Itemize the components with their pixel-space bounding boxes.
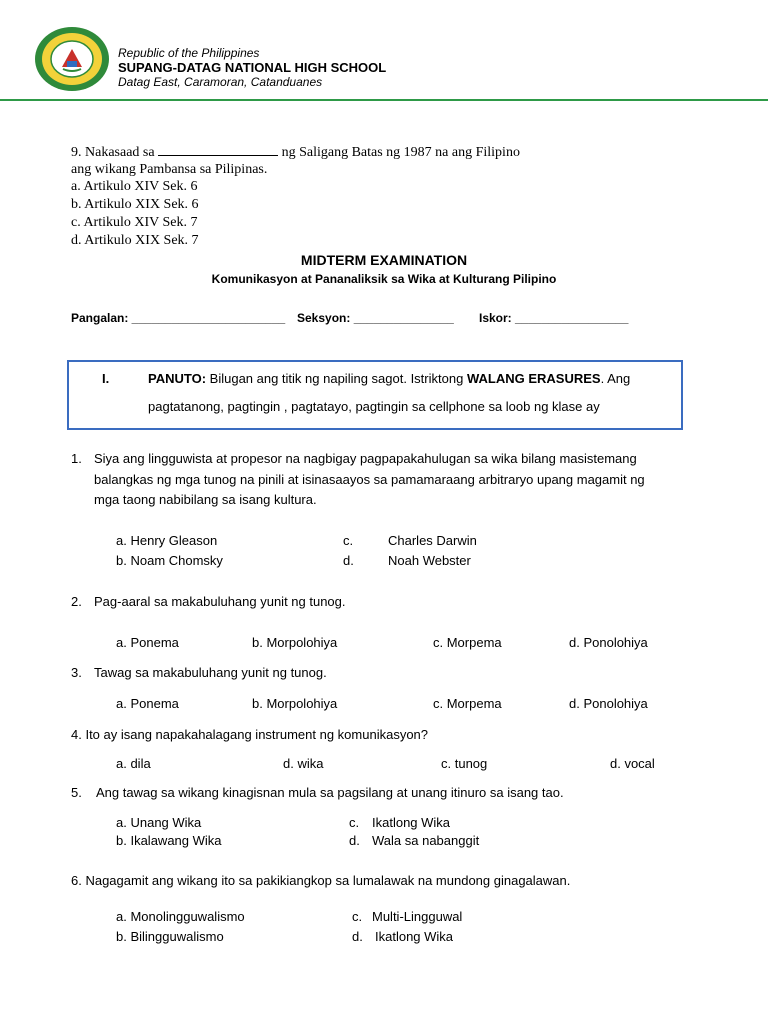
instructions-box bbox=[67, 360, 683, 430]
exam-title: MIDTERM EXAMINATION bbox=[300, 252, 468, 268]
q9-line2: ang wikang Pambansa sa Pilipinas. bbox=[71, 162, 268, 177]
q9-answer-blank[interactable] bbox=[158, 144, 278, 156]
section-field[interactable]: Seksyon: _______________ bbox=[297, 311, 454, 325]
q9-prefix: 9. Nakasaad sa bbox=[71, 145, 155, 160]
q5-number: 5. bbox=[71, 785, 82, 800]
exam-subtitle: Komunikasyon at Pananaliksik sa Wika at Kulturang Pilipino bbox=[211, 272, 557, 286]
q3-option-a[interactable]: a. Ponema bbox=[116, 696, 179, 711]
q4-option-c[interactable]: c. tunog bbox=[441, 756, 488, 771]
instructions-line1 bbox=[148, 371, 630, 386]
name-field[interactable]: Pangalan: _______________________ bbox=[71, 311, 286, 325]
q3-option-b[interactable]: b. Morpolohiya bbox=[252, 696, 338, 711]
q4-text: 4. Ito ay isang napakahalagang instrument ng komunikasyon? bbox=[71, 727, 429, 742]
q6-option-c-text[interactable]: Multi-Lingguwal bbox=[372, 909, 463, 924]
q3-number: 3. bbox=[71, 665, 82, 680]
q5-option-d-letter[interactable]: d. bbox=[349, 833, 360, 848]
instructions-text1: Bilugan ang titik ng napiling sagot. Istriktong bbox=[209, 371, 464, 386]
q6-option-d-letter[interactable]: d. bbox=[352, 929, 363, 944]
q2-option-a[interactable]: a. Ponema bbox=[116, 635, 179, 650]
q1-number: 1. bbox=[71, 451, 82, 466]
q2-number: 2. bbox=[71, 594, 82, 609]
q4-option-d[interactable]: d. vocal bbox=[610, 756, 655, 771]
q5-text: Ang tawag sa wikang kinagisnan mula sa pagsilang at unang itinuro sa isang tao. bbox=[96, 785, 564, 800]
q2-option-d[interactable]: d. Ponolohiya bbox=[569, 635, 648, 650]
score-field[interactable]: Iskor: _________________ bbox=[479, 311, 629, 325]
q5-option-c-letter[interactable]: c. bbox=[349, 815, 360, 830]
q6-text: 6. Nagagamit ang wikang ito sa pakikiangkop sa lumalawak na mundong ginagalawan. bbox=[71, 873, 571, 888]
instructions-line2: pagtatanong, pagtingin , pagtatayo, pagtingin sa cellphone sa loob ng klase ay bbox=[148, 399, 600, 414]
q6-option-b[interactable]: b. Bilingguwalismo bbox=[116, 929, 224, 944]
school-seal-logo bbox=[33, 25, 111, 93]
q9-line1 bbox=[71, 144, 520, 161]
q1-option-a[interactable]: a. Henry Gleason bbox=[116, 533, 218, 548]
q2-option-c[interactable]: c. Morpema bbox=[433, 635, 502, 650]
q4-option-a[interactable]: a. dila bbox=[116, 756, 151, 771]
q1-option-d-letter[interactable]: d. bbox=[343, 553, 354, 568]
republic-label: Republic of the Philippines bbox=[118, 46, 260, 60]
q9-suffix: ng Saligang Batas ng 1987 na ang Filipino bbox=[281, 145, 520, 160]
q5-option-d-text[interactable]: Wala sa nabanggit bbox=[372, 833, 480, 848]
q6-option-a[interactable]: a. Monolingguwalismo bbox=[116, 909, 245, 924]
q9-option-d[interactable]: d. Artikulo XIX Sek. 7 bbox=[71, 233, 199, 248]
q3-text: Tawag sa makabuluhang yunit ng tunog. bbox=[94, 665, 327, 680]
q1-text-line1: Siya ang lingguwista at propesor na nagbigay pagpapakahulugan sa wika bilang masistemang bbox=[94, 451, 637, 466]
q5-option-c-text[interactable]: Ikatlong Wika bbox=[372, 815, 451, 830]
q5-option-b[interactable]: b. Ikalawang Wika bbox=[116, 833, 222, 848]
q5-option-a[interactable]: a. Unang Wika bbox=[116, 815, 202, 830]
q9-option-c[interactable]: c. Artikulo XIV Sek. 7 bbox=[71, 215, 198, 230]
q1-text-line2: balangkas ng mga tunog na pinili at isinasaayos sa pamamaraang arbitraryo upang magamit ng bbox=[94, 472, 645, 487]
instructions-label: PANUTO: bbox=[148, 371, 207, 386]
instructions-numeral: I. bbox=[102, 371, 110, 386]
q6-option-c-letter[interactable]: c. bbox=[352, 909, 363, 924]
instructions-text2: . Ang bbox=[600, 371, 631, 386]
q1-option-c-text[interactable]: Charles Darwin bbox=[388, 533, 477, 548]
q1-option-c-letter[interactable]: c. bbox=[343, 533, 354, 548]
header-divider bbox=[0, 99, 768, 101]
q6-option-d-text[interactable]: Ikatlong Wika bbox=[375, 929, 454, 944]
q1-option-b[interactable]: b. Noam Chomsky bbox=[116, 553, 223, 568]
school-name: SUPANG-DATAG NATIONAL HIGH SCHOOL bbox=[118, 60, 387, 75]
q3-option-d[interactable]: d. Ponolohiya bbox=[569, 696, 648, 711]
q4-option-b[interactable]: d. wika bbox=[283, 756, 324, 771]
instructions-bold: WALANG ERASURES bbox=[466, 371, 601, 386]
q1-option-d-text[interactable]: Noah Webster bbox=[388, 553, 471, 568]
school-address: Datag East, Caramoran, Catanduanes bbox=[118, 75, 323, 89]
q9-option-b[interactable]: b. Artikulo XIX Sek. 6 bbox=[71, 197, 199, 212]
q2-text: Pag-aaral sa makabuluhang yunit ng tunog. bbox=[94, 594, 346, 609]
q3-option-c[interactable]: c. Morpema bbox=[433, 696, 502, 711]
q2-option-b[interactable]: b. Morpolohiya bbox=[252, 635, 338, 650]
q9-option-a[interactable]: a. Artikulo XIV Sek. 6 bbox=[71, 179, 198, 194]
q1-text-line3: mga taong nabibilang sa isang kultura. bbox=[94, 492, 317, 507]
